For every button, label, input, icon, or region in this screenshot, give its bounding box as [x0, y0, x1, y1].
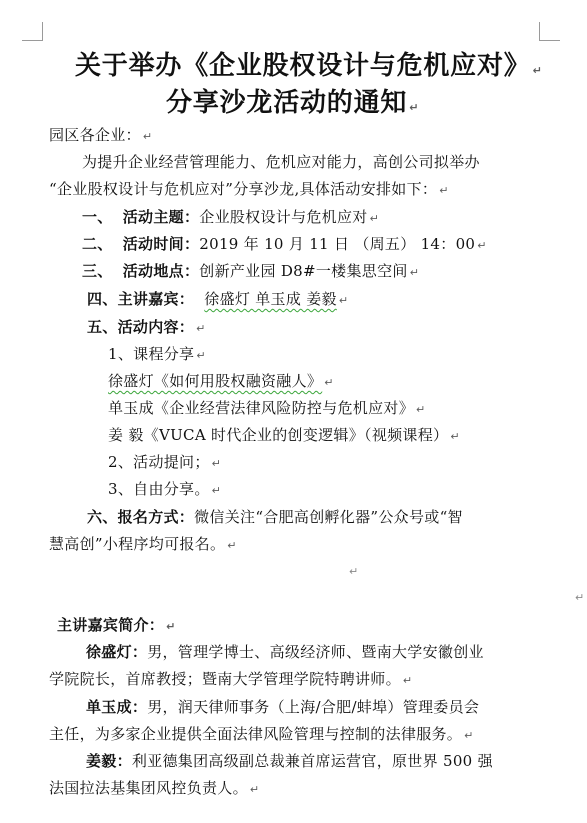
bio-entry: [86, 641, 484, 663]
content-text: 1、课程分享: [108, 345, 195, 363]
bio-text-2: 主任，为多家企业提供全面法律风险管理与控制的法律服务。: [49, 725, 463, 743]
item-value: 2019 年 10 月 11 日 （周五） 14：00: [199, 235, 476, 253]
bio-text-2: 法国拉法基集团风控负责人。: [49, 779, 248, 797]
bio-entry: [86, 750, 493, 772]
item-label: 活动时间：: [122, 235, 200, 253]
item-number: 四、: [87, 290, 118, 308]
item-label: 主讲嘉宾：: [117, 290, 195, 308]
item-label: 报名方式：: [117, 508, 195, 526]
paragraph-mark-icon: ↵: [166, 620, 176, 633]
content-item: [108, 451, 221, 475]
item-signup: [87, 506, 463, 528]
title-line-2: 分享沙龙活动的通知: [166, 88, 408, 118]
title-line-1: 关于举办《企业股权设计与危机应对》: [75, 51, 531, 81]
item-time: [82, 233, 487, 257]
bio-text-2: 学院院长，首席教授；暨南大学管理学院特聘讲师。: [49, 670, 401, 688]
page-corner-mark-top-left: [22, 22, 43, 41]
content-text: 2、活动提问；: [108, 453, 210, 471]
item-topic: [82, 206, 379, 230]
item-number: 五、: [87, 318, 118, 336]
paragraph-mark-icon: ↵: [450, 430, 460, 443]
paragraph-mark-icon: ↵: [324, 376, 334, 389]
bio-heading: [57, 614, 176, 638]
content-item: [108, 370, 334, 394]
content-item: [108, 478, 221, 502]
content-text: 单玉成《企业经营法律风险防控与危机应对》: [108, 399, 415, 417]
paragraph-mark-icon: ↵: [402, 674, 413, 687]
item-value: 徐盛灯 单玉成 姜毅: [204, 290, 337, 308]
item-number: 三、: [82, 262, 113, 280]
item-number: 二、: [82, 235, 113, 253]
paragraph-mark-icon: ↵: [349, 565, 359, 578]
signup-text-1: 微信关注“合肥高创孵化器”公众号或“智: [194, 508, 463, 526]
paragraph-mark-icon: ↵: [416, 403, 426, 416]
paragraph-mark-icon: ↵: [196, 322, 206, 335]
bio-text-1: 男，润天律师事务（上海/合肥/蚌埠）管理委员会: [147, 698, 480, 716]
bio-name: 徐盛灯：: [86, 643, 148, 661]
salutation-text: 园区各企业：: [49, 126, 141, 144]
item-value: 创新产业园 D8#一楼集思空间: [199, 262, 408, 280]
paragraph-mark-icon: ↵: [532, 64, 543, 77]
paragraph-mark-icon: ↵: [249, 783, 260, 796]
signup-line-2: [49, 533, 237, 557]
item-label: 活动地点：: [122, 262, 200, 280]
bio-entry: [86, 696, 479, 718]
bio-entry-cont: [49, 723, 474, 747]
bio-name: 姜毅：: [86, 752, 132, 770]
paragraph-mark-icon: ↵: [369, 212, 380, 225]
item-number: 六、: [87, 508, 118, 526]
paragraph-mark-icon: ↵: [211, 484, 222, 497]
intro-line-1: [82, 151, 480, 173]
intro-text-2: “企业股权设计与危机应对”分享沙龙,具体活动安排如下：: [49, 180, 438, 198]
paragraph-mark-icon: ↵: [575, 591, 585, 604]
item-speakers: [87, 288, 348, 312]
paragraph-mark-icon: ↵: [227, 539, 237, 552]
bio-entry-cont: [49, 777, 259, 801]
signup-text-2: 慧高创”小程序均可报名。: [49, 535, 226, 553]
bio-heading-text: 主讲嘉宾简介：: [57, 616, 165, 634]
content-item: [108, 397, 426, 421]
intro-text-1: 为提升企业经营管理能力、危机应对能力，高创公司拟举办: [82, 153, 480, 171]
paragraph-mark-icon: ↵: [338, 294, 349, 307]
document-title: [75, 50, 543, 87]
paragraph-mark-icon: ↵: [142, 130, 153, 143]
content-item: [108, 424, 460, 448]
item-label: 活动主题：: [122, 208, 200, 226]
paragraph-mark-icon: ↵: [464, 729, 474, 742]
paragraph-mark-icon: ↵: [196, 349, 206, 362]
bio-text-1: 利亚德集团高级副总裁兼首席运营官，原世界 500 强: [131, 752, 493, 770]
paragraph-mark-icon: ↵: [409, 101, 420, 114]
bio-entry-cont: [49, 668, 412, 692]
content-text: 姜 毅《VUCA 时代企业的创变逻辑》（视频课程）: [108, 426, 449, 444]
item-label: 活动内容：: [117, 318, 195, 336]
item-number: 一、: [82, 208, 113, 226]
content-text: 徐盛灯《如何用股权融资融人》: [108, 372, 323, 390]
paragraph-mark-icon: ↵: [211, 457, 222, 470]
paragraph-mark-icon: ↵: [439, 184, 449, 197]
paragraph-mark-icon: ↵: [477, 239, 487, 252]
page-corner-mark-top-right: [539, 22, 560, 41]
intro-line-2: [49, 178, 449, 202]
item-content: [87, 316, 206, 340]
item-location: [82, 260, 419, 284]
content-item: [108, 343, 206, 367]
item-value: 企业股权设计与危机应对: [199, 208, 368, 226]
bio-text-1: 男，管理学博士、高级经济师、暨南大学安徽创业: [147, 643, 484, 661]
paragraph-mark-icon: ↵: [409, 266, 420, 279]
content-text: 3、自由分享。: [108, 480, 210, 498]
document-title-line-2: [166, 87, 419, 124]
salutation: [49, 124, 152, 148]
bio-name: 单玉成：: [86, 698, 148, 716]
